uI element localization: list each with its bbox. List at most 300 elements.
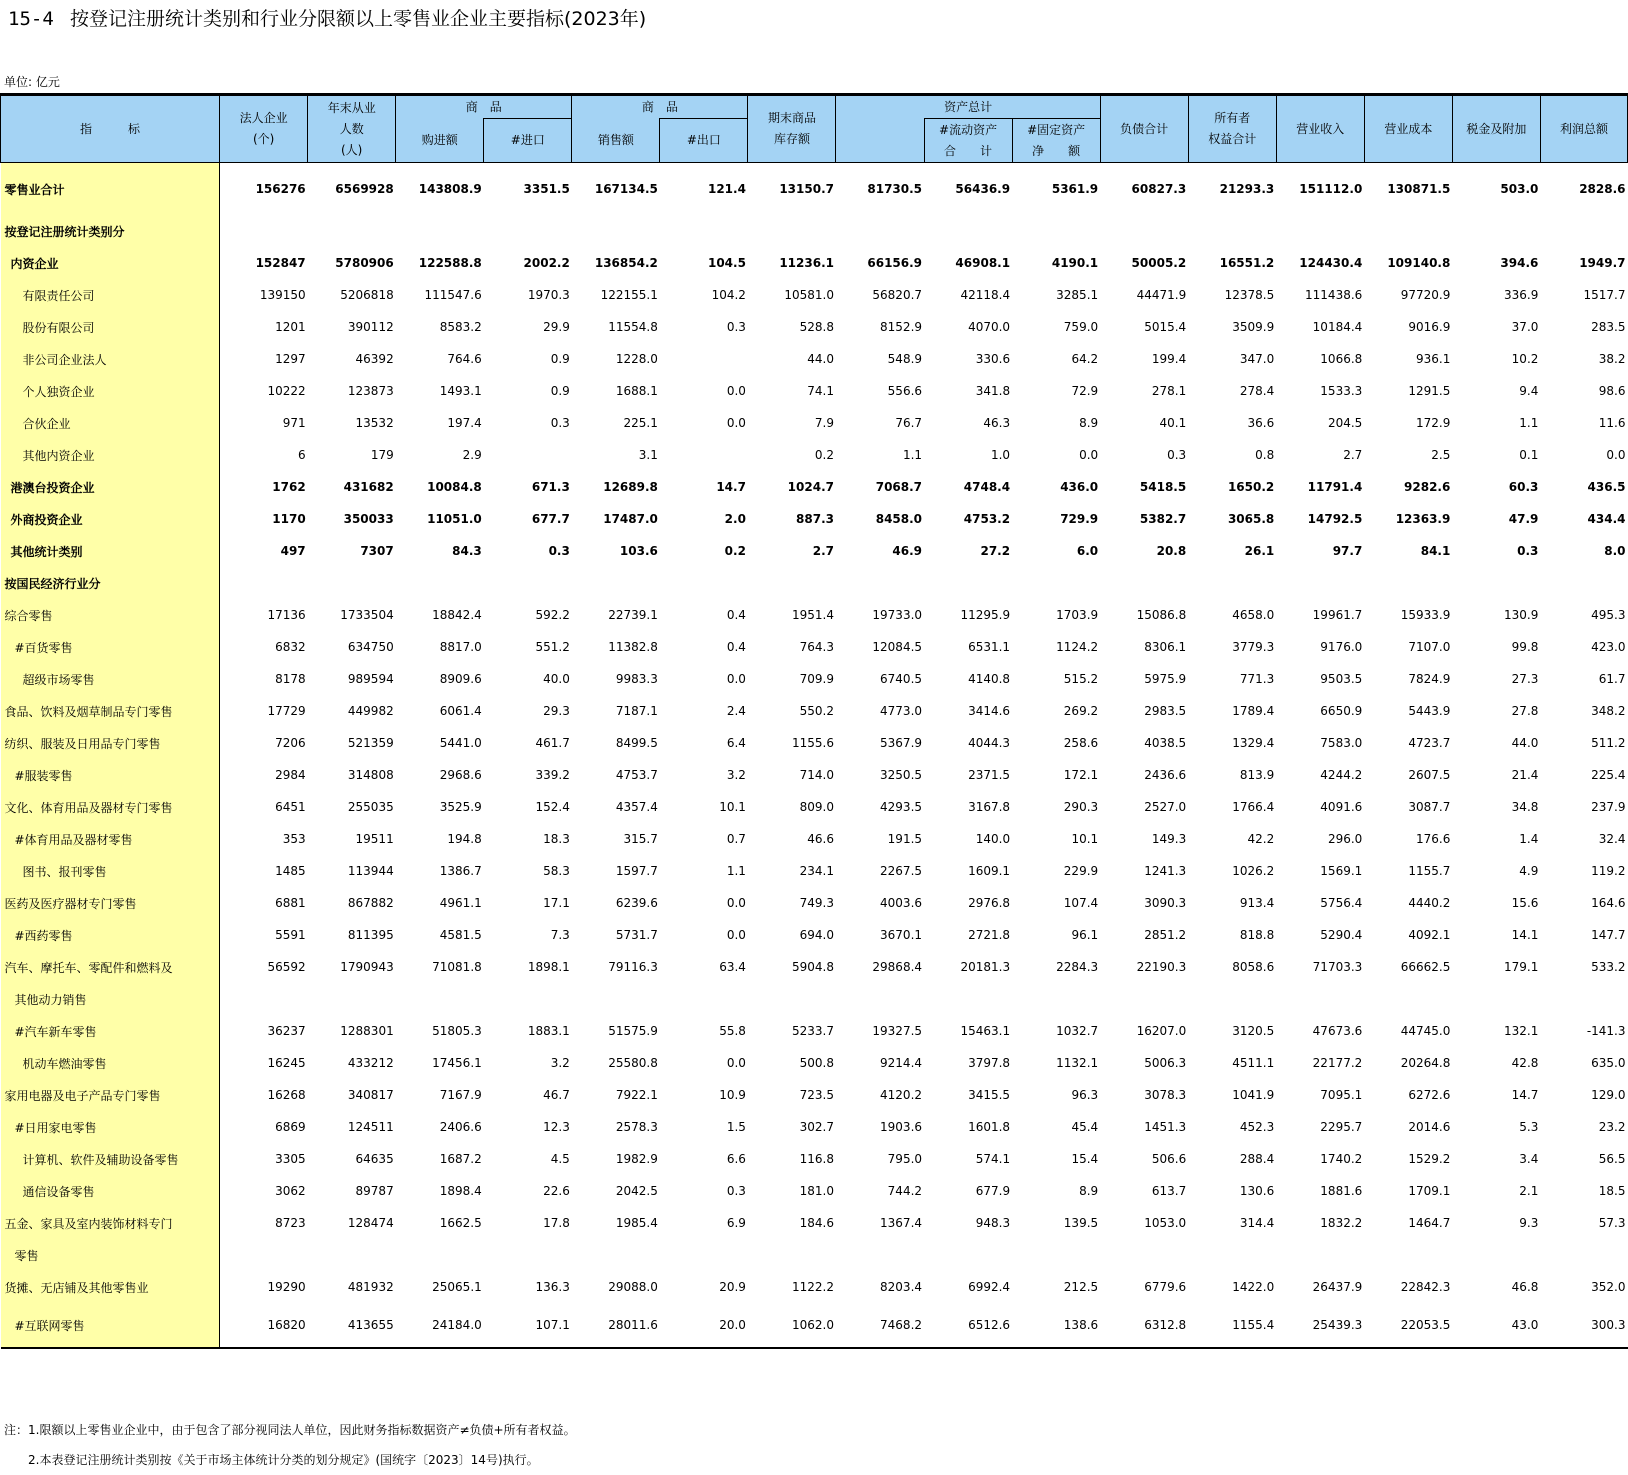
table-cell: 8817.0 (439, 640, 482, 654)
header-purchase: 商 品 (396, 96, 572, 119)
table-cell: 729.9 (1060, 512, 1099, 526)
table-cell: 22739.1 (608, 608, 658, 622)
table-row (1, 919, 1628, 951)
table-cell: 16820 (220, 1303, 308, 1348)
table-cell: 97720.9 (1400, 288, 1451, 302)
table-cell: 3.2 (726, 768, 746, 782)
table-cell: 2984 (275, 768, 306, 782)
table-cell: 4140.8 (968, 672, 1011, 686)
table-cell: 634750 (347, 640, 394, 654)
table-cell: 6869 (275, 1120, 306, 1134)
table-cell: 1367.4 (880, 1216, 923, 1230)
table-cell: 23.2 (1598, 1120, 1626, 1134)
table-cell: 34.8 (1511, 800, 1539, 814)
table-cell: 7107.0 (1408, 640, 1451, 654)
table-cell: 3415.5 (968, 1088, 1011, 1102)
table-cell: 671.3 (531, 480, 570, 494)
table-cell: 9983.3 (615, 672, 658, 686)
table-cell: 128474 (347, 1216, 394, 1230)
table-cell: 1970.3 (527, 288, 570, 302)
table-row (1, 343, 1628, 375)
table-cell: 14.7 (716, 480, 746, 494)
table-row (1, 471, 1628, 503)
table-cell: 4044.3 (968, 736, 1011, 750)
table-cell: 1650.2 (1227, 480, 1275, 494)
table-cell: 6272.6 (1408, 1088, 1451, 1102)
table-cell (484, 439, 572, 471)
table-cell: 744.2 (887, 1184, 923, 1198)
table-cell: 225.4 (1591, 768, 1626, 782)
table-cell: 44.0 (807, 352, 834, 366)
table-cell: 2295.7 (1320, 1120, 1363, 1134)
table-cell: 20264.8 (1400, 1056, 1451, 1070)
table-row (1, 1015, 1628, 1047)
table-cell: 25065.1 (432, 1280, 482, 1294)
header-revenue: 营业收入 (1276, 96, 1364, 163)
table-cell: 1291.5 (1408, 384, 1451, 398)
table-row (1, 535, 1628, 567)
table-cell: 314808 (347, 768, 394, 782)
table-cell: 19290 (267, 1280, 306, 1294)
table-cell: 4038.5 (1144, 736, 1187, 750)
table-cell: 613.7 (1151, 1184, 1187, 1198)
table-cell: 8723 (275, 1216, 306, 1230)
table-cell: 423.0 (1591, 640, 1626, 654)
table-cell: 7206 (275, 736, 306, 750)
table-cell: 81730.5 (867, 182, 923, 196)
table-cell: 46.3 (983, 416, 1011, 430)
table-cell (1012, 215, 1100, 247)
table-cell: 2.5 (1431, 448, 1451, 462)
table-cell: 551.2 (535, 640, 570, 654)
table-cell: 336.9 (1504, 288, 1539, 302)
table-header (1, 96, 1628, 163)
table-cell: 1898.4 (439, 1184, 482, 1198)
table-cell: 771.3 (1239, 672, 1275, 686)
table-cell: 341.8 (975, 384, 1011, 398)
row-label: 货摊、无店铺及其他零售业 (1, 1271, 220, 1303)
table-cell: 12363.9 (1395, 512, 1451, 526)
table-cell: 2371.5 (968, 768, 1011, 782)
table-cell: 1881.6 (1320, 1184, 1363, 1198)
table-cell: 1949.7 (1579, 256, 1626, 270)
table-cell: 2851.2 (1144, 928, 1187, 942)
table-cell: 3250.5 (880, 768, 923, 782)
table-container (0, 95, 1628, 1349)
table-row (1, 983, 1628, 1015)
table-cell: 1951.4 (791, 608, 834, 622)
table-cell (836, 1239, 924, 1271)
table-cell: 237.9 (1591, 800, 1626, 814)
table-cell: 4658.0 (1232, 608, 1275, 622)
table-cell: 8152.9 (880, 320, 923, 334)
header-inventory-line1: 期末商品 (767, 111, 816, 125)
table-cell: 66662.5 (1400, 960, 1451, 974)
table-cell: 27.2 (980, 544, 1011, 558)
table-cell: 18.3 (543, 832, 570, 846)
table-cell: 278.4 (1239, 384, 1275, 398)
table-cell: 4961.1 (439, 896, 482, 910)
table-cell: 4440.2 (1408, 896, 1451, 910)
table-cell: 8458.0 (875, 512, 923, 526)
table-cell: 521359 (347, 736, 394, 750)
table-cell: 24184.0 (396, 1303, 484, 1348)
table-row (1, 1079, 1628, 1111)
table-cell: 12689.8 (603, 480, 658, 494)
table-cell (572, 1239, 660, 1271)
table-cell: 3.2 (550, 1056, 570, 1070)
table-cell: 56592 (267, 960, 306, 974)
table-cell: 15.6 (1511, 896, 1539, 910)
table-cell (1276, 567, 1364, 599)
table-cell: 1533.3 (1320, 384, 1363, 398)
table-cell: 4357.4 (615, 800, 658, 814)
table-cell: 60827.3 (1131, 182, 1187, 196)
table-cell: 278.1 (1151, 384, 1187, 398)
table-cell: 296.0 (1327, 832, 1363, 846)
table-cell: 212.5 (1063, 1280, 1099, 1294)
table-cell: 123873 (347, 384, 394, 398)
table-cell: 288.4 (1239, 1152, 1275, 1166)
table-cell (660, 439, 748, 471)
table-cell: 6451 (275, 800, 306, 814)
table-cell: 2.4 (726, 704, 746, 718)
table-cell: 0.0 (726, 416, 746, 430)
table-cell: 22.6 (543, 1184, 570, 1198)
table-cell: 8058.6 (1232, 960, 1275, 974)
table-cell (836, 567, 924, 599)
table-cell: 6779.6 (1144, 1280, 1187, 1294)
table-cell: 5418.5 (1139, 480, 1187, 494)
table-cell: 6881 (275, 896, 306, 910)
table-cell: 749.3 (799, 896, 834, 910)
footnote-1: 注：1.限额以上零售业企业中，由于包含了部分视同法人单位，因此财务指标数据资产≠负债+所有者权益。 (4, 1423, 576, 1437)
table-cell: 436.0 (1060, 480, 1099, 494)
header-current-assets-line1: #流动资产 (939, 122, 998, 137)
table-cell: 2.1 (1519, 1184, 1539, 1198)
table-cell: 121.4 (707, 182, 746, 196)
table-cell: 46.9 (892, 544, 923, 558)
table-cell: 104.2 (711, 288, 746, 302)
table-cell: 22177.2 (1312, 1056, 1363, 1070)
table-cell: 96.1 (1071, 928, 1099, 942)
table-cell: 22190.3 (1136, 960, 1187, 974)
table-row (1, 631, 1628, 663)
row-label: #日用家电零售 (1, 1111, 220, 1143)
table-cell: 25439.3 (1276, 1303, 1364, 1348)
table-cell: 113944 (347, 864, 394, 878)
row-label: 有限责任公司 (1, 279, 220, 311)
footnotes (4, 1415, 576, 1475)
table-cell: 1062.0 (748, 1303, 836, 1348)
table-cell: 315.7 (623, 832, 658, 846)
table-cell: 1.0 (990, 448, 1011, 462)
table-cell: 1024.7 (787, 480, 834, 494)
row-label: 纺织、服装及日用品专门零售 (1, 727, 220, 759)
table-cell (660, 1239, 748, 1271)
table-cell: 40.1 (1159, 416, 1187, 430)
table-cell: 2436.6 (1144, 768, 1187, 782)
table-cell: 1688.1 (615, 384, 658, 398)
table-cell: 129.0 (1591, 1088, 1626, 1102)
table-cell: 66156.9 (867, 256, 923, 270)
table-cell: 1762 (272, 480, 306, 494)
table-cell (572, 567, 660, 599)
table-cell (1540, 567, 1627, 599)
table-cell: 71081.8 (432, 960, 482, 974)
table-cell: 5904.8 (791, 960, 834, 974)
table-row (1, 695, 1628, 727)
table-cell: 0.1 (1519, 448, 1539, 462)
table-cell (836, 983, 924, 1015)
row-label: 超级市场零售 (1, 663, 220, 695)
table-cell: 15463.1 (960, 1024, 1011, 1038)
table-cell: 8.9 (1079, 416, 1099, 430)
table-cell: 1529.2 (1408, 1152, 1451, 1166)
table-cell: 0.0 (726, 896, 746, 910)
table-cell: 44.0 (1511, 736, 1539, 750)
table-cell (924, 567, 1012, 599)
table-cell (1452, 567, 1540, 599)
table-cell: 204.5 (1327, 416, 1363, 430)
table-cell: 109140.8 (1387, 256, 1451, 270)
table-cell: 46.7 (543, 1088, 570, 1102)
table-cell: 813.9 (1239, 768, 1275, 782)
table-cell: 339.2 (535, 768, 570, 782)
table-cell: 4723.7 (1408, 736, 1451, 750)
table-cell: 17456.1 (432, 1056, 482, 1070)
table-cell: 111547.6 (424, 288, 482, 302)
table-cell: 2527.0 (1144, 800, 1187, 814)
table-cell: 1241.3 (1144, 864, 1187, 878)
row-label: 五金、家具及室内装饰材料专门 (1, 1207, 220, 1239)
table-cell: 8909.6 (439, 672, 482, 686)
table-cell: 9016.9 (1408, 320, 1451, 334)
table-cell: 290.3 (1063, 800, 1099, 814)
table-cell: 27.8 (1511, 704, 1539, 718)
table-cell (1012, 567, 1100, 599)
table-cell: 1609.1 (968, 864, 1011, 878)
table-cell (1452, 1239, 1540, 1271)
table-cell: 1.1 (726, 864, 746, 878)
table-cell: 481932 (347, 1280, 394, 1294)
table-row (1, 407, 1628, 439)
table-cell: 759.0 (1063, 320, 1099, 334)
table-body (1, 163, 1628, 1349)
table-cell: 11.6 (1598, 416, 1626, 430)
table-row (1, 791, 1628, 823)
table-cell: 14.7 (1511, 1088, 1539, 1102)
table-cell (1100, 1239, 1188, 1271)
table-cell: 515.2 (1063, 672, 1099, 686)
table-cell: 1493.1 (439, 384, 482, 398)
row-label: #百货零售 (1, 631, 220, 663)
table-cell: 40.0 (543, 672, 570, 686)
table-cell: 2.9 (462, 448, 482, 462)
table-cell: 64.2 (1071, 352, 1099, 366)
table-cell: 1789.4 (1232, 704, 1275, 718)
table-cell: 4092.1 (1408, 928, 1451, 942)
table-cell: 11236.1 (779, 256, 834, 270)
table-cell (396, 215, 484, 247)
table-cell: 122588.8 (418, 256, 482, 270)
table-cell: 16268 (267, 1088, 306, 1102)
table-cell: 140.0 (975, 832, 1011, 846)
table-cell: 2578.3 (615, 1120, 658, 1134)
table-row (1, 1207, 1628, 1239)
table-cell: 434.4 (1587, 512, 1626, 526)
table-cell: 3414.6 (968, 704, 1011, 718)
table-cell: 2014.6 (1408, 1120, 1451, 1134)
table-cell: 0.0 (726, 1056, 746, 1070)
table-row (1, 823, 1628, 855)
table-cell: 36237 (267, 1024, 306, 1038)
table-cell: 913.4 (1239, 896, 1275, 910)
table-cell: 7167.9 (439, 1088, 482, 1102)
table-cell: 7.9 (814, 416, 834, 430)
table-cell: 46908.1 (955, 256, 1011, 270)
row-label: #西药零售 (1, 919, 220, 951)
table-cell: 194.8 (447, 832, 482, 846)
table-cell: 51805.3 (432, 1024, 482, 1038)
table-row (1, 247, 1628, 279)
table-cell: 2002.2 (523, 256, 570, 270)
table-cell: 149.3 (1151, 832, 1187, 846)
table-cell: 11554.8 (608, 320, 658, 334)
table-cell (1012, 1239, 1100, 1271)
table-cell: 229.9 (1063, 864, 1099, 878)
table-cell: 506.6 (1151, 1152, 1187, 1166)
table-cell: 29868.4 (872, 960, 923, 974)
table-cell: 1032.7 (1056, 1024, 1099, 1038)
table-cell: 1041.9 (1232, 1088, 1275, 1102)
table-cell: 677.7 (531, 512, 570, 526)
table-row (1, 727, 1628, 759)
table-cell: 56.5 (1598, 1152, 1626, 1166)
table-cell: 184.6 (799, 1216, 834, 1230)
table-cell: 3090.3 (1144, 896, 1187, 910)
table-cell: 394.6 (1500, 256, 1539, 270)
table-cell: 99.8 (1511, 640, 1539, 654)
table-cell: 122155.1 (600, 288, 658, 302)
table-cell (1188, 1239, 1276, 1271)
table-cell (660, 343, 748, 375)
table-cell: 76.7 (895, 416, 923, 430)
table-cell: 47.9 (1508, 512, 1539, 526)
indicators-table (0, 95, 1628, 1349)
table-cell: 2284.3 (1056, 960, 1099, 974)
table-cell (308, 567, 396, 599)
table-row (1, 503, 1628, 535)
header-fixed-assets-line2: 净 额 (1032, 143, 1081, 158)
table-cell: 574.1 (975, 1152, 1011, 1166)
table-cell: 1066.8 (1320, 352, 1363, 366)
table-row (1, 375, 1628, 407)
header-sales: 商 品 (572, 96, 748, 119)
table-cell: 1297 (275, 352, 306, 366)
table-cell: 548.9 (887, 352, 923, 366)
table-cell: 29088.0 (608, 1280, 658, 1294)
table-cell: 0.9 (550, 384, 570, 398)
table-cell: 1709.1 (1408, 1184, 1451, 1198)
table-cell: 18.5 (1598, 1184, 1626, 1198)
table-row (1, 1047, 1628, 1079)
header-inventory-line2: 库存额 (773, 132, 810, 146)
table-cell: 11295.9 (960, 608, 1011, 622)
table-cell: 46392 (355, 352, 394, 366)
header-indicator: 指 标 (1, 96, 220, 163)
table-cell (748, 215, 836, 247)
table-cell (748, 567, 836, 599)
table-cell: 234.1 (799, 864, 834, 878)
table-cell: 152847 (255, 256, 306, 270)
table-cell (220, 983, 308, 1015)
table-cell (748, 1239, 836, 1271)
table-cell: 5441.0 (439, 736, 482, 750)
table-cell: 2.0 (724, 512, 746, 526)
table-cell (1276, 1239, 1364, 1271)
table-cell: 1464.7 (1408, 1216, 1451, 1230)
table-cell: 147.7 (1591, 928, 1626, 942)
table-cell: 3670.1 (880, 928, 923, 942)
row-label: 股份有限公司 (1, 311, 220, 343)
row-label: 合伙企业 (1, 407, 220, 439)
row-label: 家用电器及电子产品专门零售 (1, 1079, 220, 1111)
table-cell: 26.1 (1244, 544, 1275, 558)
table-cell: 431682 (343, 480, 394, 494)
table-cell: 7468.2 (836, 1303, 924, 1348)
table-cell: 971 (282, 416, 306, 430)
table-cell: 1832.2 (1320, 1216, 1363, 1230)
table-cell: 314.4 (1239, 1216, 1275, 1230)
table-cell: -141.3 (1586, 1024, 1626, 1038)
table-cell: 107.1 (484, 1303, 572, 1348)
table-cell: 16207.0 (1136, 1024, 1187, 1038)
table-cell: 764.6 (447, 352, 482, 366)
table-cell (484, 1239, 572, 1271)
table-cell: 1982.9 (615, 1152, 658, 1166)
table-cell: 4120.2 (880, 1088, 923, 1102)
table-cell (1452, 215, 1540, 247)
table-row (1, 1239, 1628, 1271)
table-cell: 497 (280, 544, 306, 558)
table-cell (1100, 567, 1188, 599)
table-cell (308, 983, 396, 1015)
table-cell (1540, 1239, 1627, 1271)
table-cell: 124430.4 (1299, 256, 1363, 270)
header-legal-units-unit: (个) (252, 132, 275, 146)
table-cell: 179 (370, 448, 394, 462)
table-cell (1100, 215, 1188, 247)
table-cell: 592.2 (535, 608, 570, 622)
table-cell (660, 215, 748, 247)
table-cell: 8203.4 (880, 1280, 923, 1294)
table-row (1, 759, 1628, 791)
table-cell: 764.3 (799, 640, 834, 654)
table-cell: 6512.6 (924, 1303, 1012, 1348)
table-cell: 2828.6 (1579, 182, 1626, 196)
table-cell: 20.0 (660, 1303, 748, 1348)
table-cell (1188, 567, 1276, 599)
table-cell: 42.2 (1247, 832, 1275, 846)
table-cell: 6740.5 (880, 672, 923, 686)
table-cell: 119.2 (1591, 864, 1626, 878)
header-sales-amount: 销售额 (572, 119, 660, 163)
table-cell: 350033 (343, 512, 394, 526)
table-cell (1364, 215, 1452, 247)
table-cell: 84.1 (1420, 544, 1451, 558)
table-cell: 1386.7 (439, 864, 482, 878)
